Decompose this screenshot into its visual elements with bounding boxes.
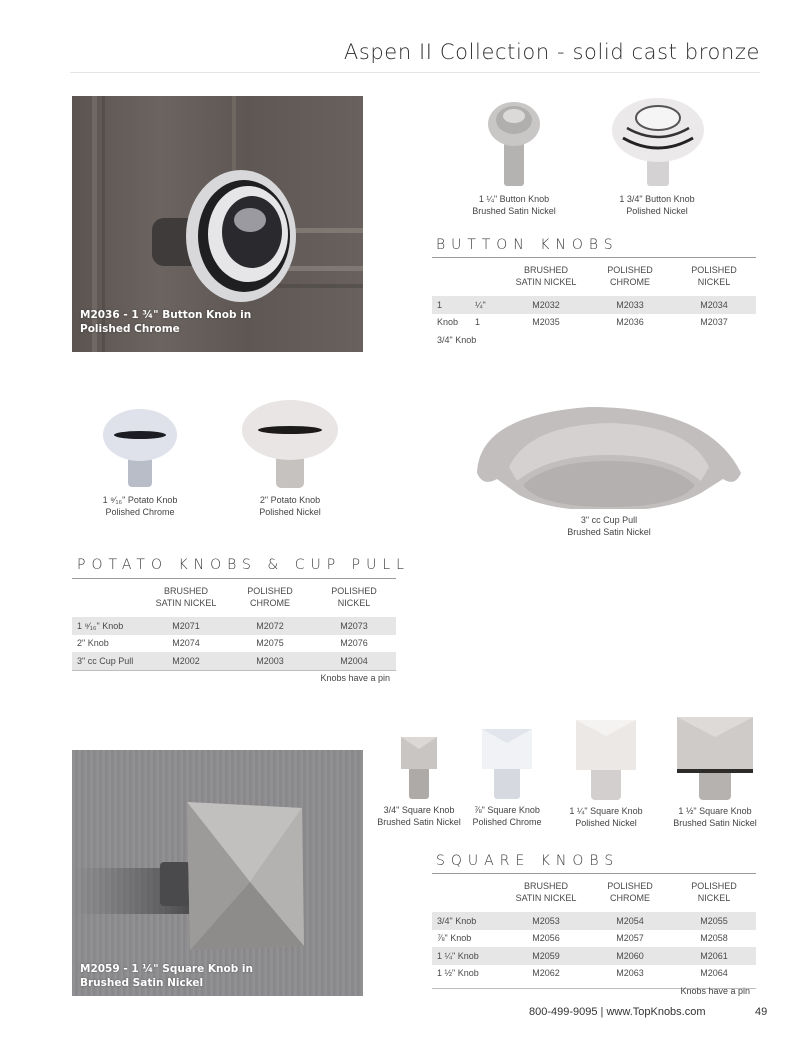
product-button-knob-1-75[interactable]: 1 3/4" Button Knob Polished Nickel	[598, 96, 716, 217]
button-knob-photo-caption: M2036 - 1 ¾" Button Knob in Polished Chrome	[80, 309, 252, 335]
footer-contact: 800-499-9095 | www.TopKnobs.com	[529, 1006, 706, 1018]
table-header	[72, 579, 396, 617]
square-knob-photo-image	[72, 750, 363, 996]
col-brushed-satin-nickel: BRUSHED SATIN NICKEL	[515, 265, 577, 287]
table-row: 3/4" Knob M2053 M2054 M2055	[432, 912, 756, 930]
square-knob-photo-caption: M2059 - 1 ¼" Square Knob in Brushed Satin Nickel	[80, 963, 253, 989]
square-knob-image	[675, 715, 755, 800]
table-row: 1 ¼" Knob M2059 M2060 M2061	[432, 947, 756, 965]
potato-knobs-note: Knobs have a pin	[320, 673, 390, 683]
square-knob-photo	[72, 750, 363, 996]
square-knobs-note: Knobs have a pin	[680, 986, 750, 996]
button-knob-image	[474, 96, 554, 188]
product-square-knob-7-8[interactable]: ⅞" Square Knob Polished Chrome	[466, 727, 548, 828]
col-polished-chrome: POLISHED CHROME	[607, 265, 653, 287]
title-divider	[70, 72, 760, 73]
table-row: Knob 1 M2035 M2036 M2037	[437, 317, 728, 328]
table-row: 1 ⁹⁄₁₆" Knob M2071 M2072 M2073	[72, 617, 396, 635]
square-knobs-title: SQUARE KNOBS	[436, 853, 620, 869]
product-button-knob-1-25[interactable]: 1 ¼" Button Knob Brushed Satin Nickel	[455, 96, 573, 217]
page-title: Aspen II Collection - solid cast bronze	[343, 40, 760, 64]
button-knobs-title: BUTTON KNOBS	[436, 237, 619, 253]
col-polished-chrome: POLISHED CHROME	[247, 586, 293, 608]
page-number: 49	[755, 1006, 768, 1018]
potato-knob-image	[240, 398, 340, 489]
table-row: 3/4" Knob	[437, 334, 477, 345]
potato-knobs-table	[72, 578, 396, 671]
square-knob-image	[480, 727, 534, 799]
col-polished-nickel: POLISHED NICKEL	[691, 881, 737, 903]
product-square-knob-3-4[interactable]: 3/4" Square Knob Brushed Satin Nickel	[374, 735, 464, 828]
table-header	[432, 874, 756, 912]
potato-knob-image	[100, 405, 180, 489]
table-row: ⅞" Knob M2056 M2057 M2058	[437, 933, 728, 944]
cup-pull-image	[469, 395, 749, 509]
table-row: 3" cc Cup Pull M2002 M2003 M2004	[72, 652, 396, 670]
product-square-knob-1-5[interactable]: 1 ½" Square Knob Brushed Satin Nickel	[668, 715, 762, 829]
col-polished-chrome: POLISHED CHROME	[607, 881, 653, 903]
col-brushed-satin-nickel: BRUSHED SATIN NICKEL	[155, 586, 217, 608]
col-brushed-satin-nickel: BRUSHED SATIN NICKEL	[515, 881, 577, 903]
table-row: 1 ½" Knob M2062 M2063 M2064	[437, 968, 728, 979]
button-knob-photo	[72, 96, 363, 352]
product-square-knob-1-25[interactable]: 1 ¼" Square Knob Polished Nickel	[560, 718, 652, 829]
col-polished-nickel: POLISHED NICKEL	[331, 586, 377, 608]
square-knob-image	[399, 735, 439, 799]
table-row: 1 ¼" M2032 M2033 M2034	[432, 296, 756, 314]
product-cup-pull-3[interactable]: 3" cc Cup Pull Brushed Satin Nickel	[468, 395, 750, 538]
button-knobs-table	[432, 257, 756, 349]
potato-knobs-title: POTATO KNOBS & CUP PULL	[77, 557, 410, 573]
col-polished-nickel: POLISHED NICKEL	[691, 265, 737, 287]
square-knobs-table	[432, 873, 756, 989]
button-knob-image	[607, 96, 707, 188]
table-row: 2" Knob M2074 M2075 M2076	[77, 638, 368, 649]
table-header	[432, 258, 756, 296]
product-potato-knob-2[interactable]: 2" Potato Knob Polished Nickel	[220, 398, 360, 518]
product-potato-knob-1-9-16[interactable]: 1 ⁹⁄₁₆" Potato Knob Polished Chrome	[85, 405, 195, 518]
square-knob-image	[574, 718, 638, 800]
